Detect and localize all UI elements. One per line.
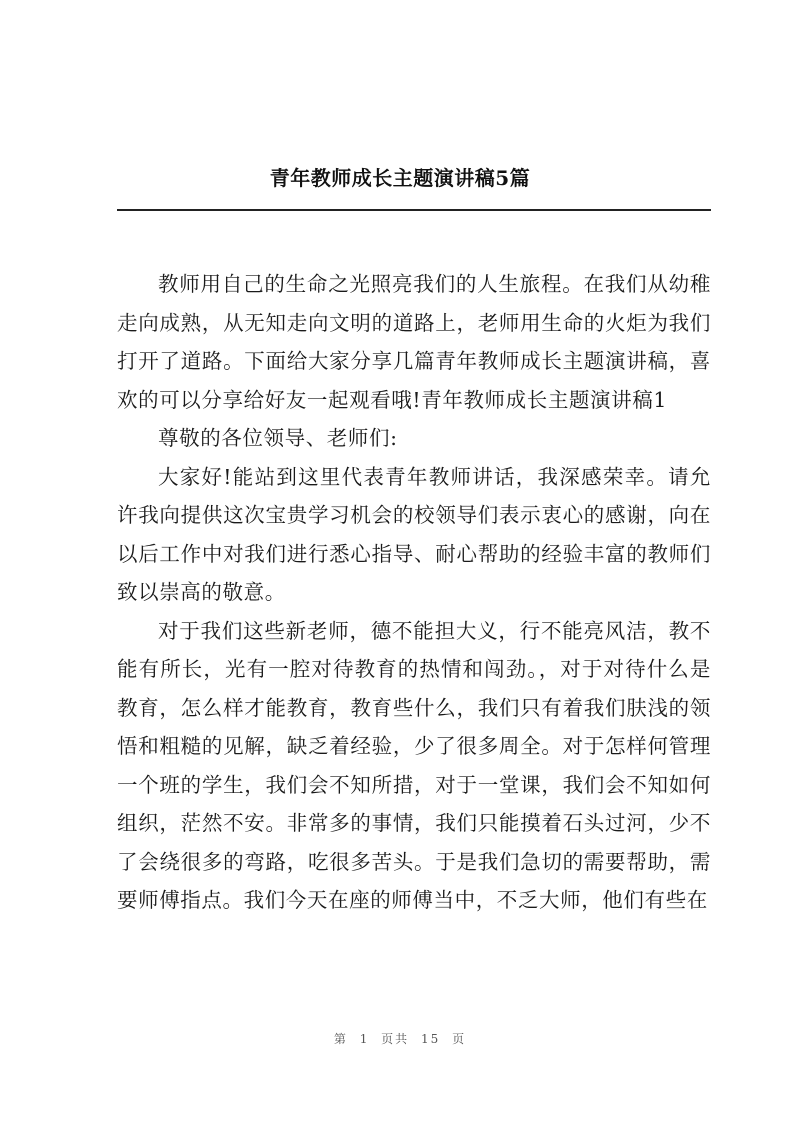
paragraph-salutation: 尊敬的各位领导、老师们: (158, 426, 398, 450)
paragraph-intro: 教师用自己的生命之光照亮我们的人生旅程。在我们从幼稚走向成熟，从无知走向文明的道路上，老师用生命的火炬为我们打开了道路。下面给大家分享几篇青年教师成长主题演讲稿，喜欢的可以分享给好友一起观看哦!青年教师成长主题演讲稿1 (117, 272, 711, 412)
footer-total-pages: 15 (421, 1032, 441, 1046)
footer-prefix: 第 (333, 1032, 348, 1046)
paragraph-body: 对于我们这些新老师，德不能担大义，行不能亮风洁，教不能有所长，光有一腔对待教育的热情和闯劲。，对于对待什么是教育，怎么样才能教育，教育些什么，我们只有着我们肤浅的领悟和粗糙的见解，缺乏着经验，少了很多周全。对于怎样何管理一个班的学生，我们会不知所措，对于一堂课，我们会不知如何组织，茫然不安。非常多的事情，我们只能摸着石头过河，少不了会绕很多的弯路，吃很多苦头。于是我们急切的需要帮助，需要师傅指点。我们今天在座的师傅当中，不乏大师，他们有些在 (117, 618, 711, 912)
title-divider (117, 209, 711, 211)
footer-suffix: 页 (452, 1032, 467, 1046)
paragraph-greeting: 大家好!能站到这里代表青年教师讲话，我深感荣幸。请允许我向提供这次宝贵学习机会的校领导们表示衷心的感谢，向在以后工作中对我们进行悉心指导、耐心帮助的经验丰富的教师们致以崇高的敬意。 (117, 464, 711, 604)
document-body (117, 265, 711, 920)
page-footer (0, 1030, 800, 1047)
document-title: 青年教师成长主题演讲稿5篇 (269, 166, 531, 190)
footer-page-number: 1 (359, 1032, 370, 1046)
footer-middle: 页共 (381, 1032, 410, 1046)
